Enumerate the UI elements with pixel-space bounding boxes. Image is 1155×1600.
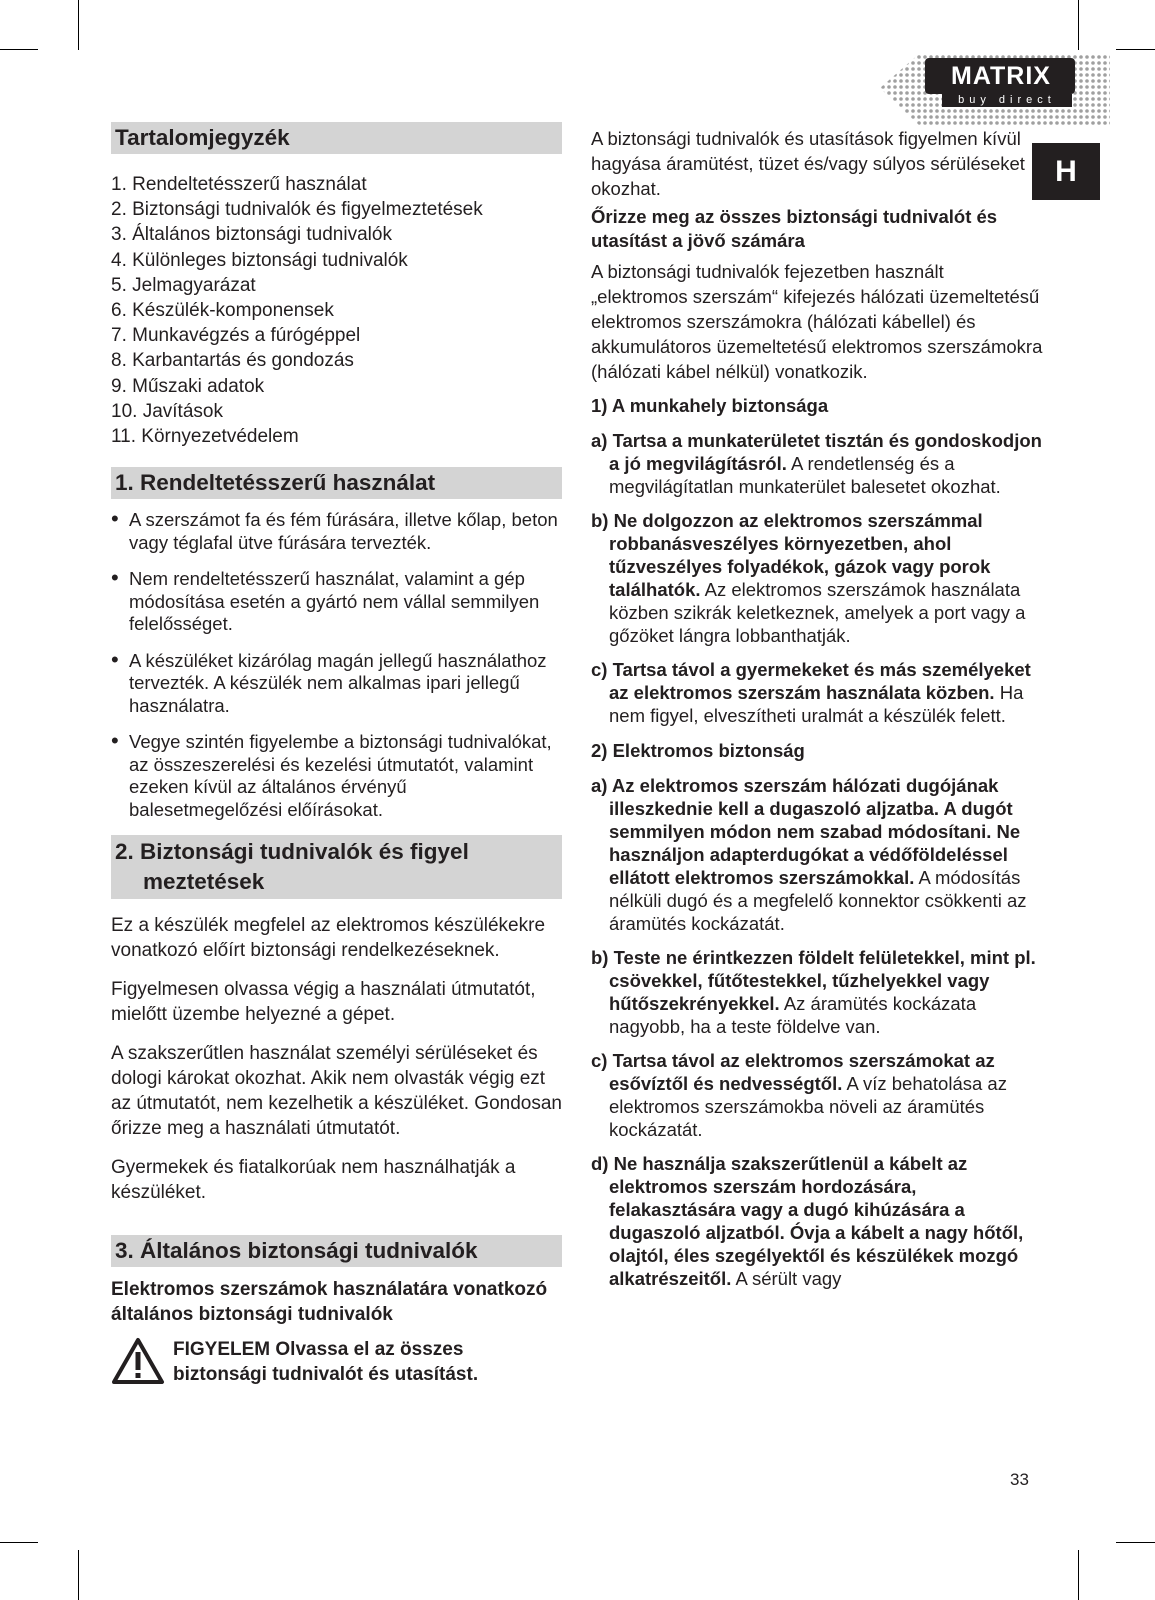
warning-triangle-icon: [111, 1337, 165, 1385]
bullet-item: • A szerszámot fa és fém fúrására, illetve kőlap, beton vagy téglafal ütve fúrására tervezték.: [111, 509, 562, 554]
safety-item: [591, 658, 1043, 727]
safety-item: [591, 429, 1043, 498]
item-bold: a) Az elektromos szerszám hálózati dugójának illeszkednie kell a dugaszoló aljzatba. A dugót semmilyen módon nem szabad módosítani. Ne használjon adapterdugókat a védőföldeléssel ellátott elektromos szerszámokkal.: [591, 775, 1021, 888]
paragraph: Figyelmesen olvassa végig a használati útmutatót, mielőtt üzembe helyezné a gépet.: [111, 979, 536, 1026]
safety-item: [591, 774, 1043, 935]
paragraph: A szakszerűtlen használat személyi sérüléseket és dologi károkat okozhat. Akik nem olvasták végig ezt az útmutatót, nem kezelhetik a készüléket. Gondosan őrizze meg a használati útmutatót.: [111, 1043, 562, 1140]
item-text: A rendetlenség és a megvilágítatlan munkaterület balesetet okozhat.: [609, 453, 1001, 497]
item-bold: d) Ne használja szakszerűtlenül a kábelt az elektromos szerszám hordozására, felakasztására vagy a dugó kihúzására a dugaszoló aljzatból. Óvja a kábelt a nagy hőtől, olajtól, éles szegélyektől és készülékek mozgó alkatrészeitől.: [591, 1153, 1024, 1289]
toc-item: 5. Jelmagyarázat: [111, 274, 256, 296]
toc-item: 3. Általános biztonsági tudnivalók: [111, 224, 392, 246]
crop-mark: [0, 49, 38, 50]
language-tab: H: [1032, 143, 1100, 200]
section-1-title: 1. Rendeltetésszerű használat: [111, 467, 562, 499]
toc-item: 11. Környezetvédelem: [111, 426, 299, 448]
crop-mark: [78, 1550, 79, 1600]
toc-item: 2. Biztonsági tudnivalók és figyelmeztetések: [111, 199, 483, 221]
bullet-item: • Nem rendeltetésszerű használat, valamint a gép módosítása esetén a gyártó nem vállal semmilyen felelősséget.: [111, 568, 562, 636]
logo-brand: MATRIX: [951, 62, 1051, 90]
warning-text: FIGYELEM Olvassa el az összes biztonsági tudnivalót és utasítást.: [173, 1339, 479, 1386]
page-number: 33: [1010, 1470, 1029, 1489]
item-text: A módosítás nélküli dugó és a megfelelő konnektor csökkenti az áramütés kockázatát.: [609, 867, 1027, 934]
item-bold: a) Tartsa a munkaterületet tisztán és gondoskodjon a jó megvilágításról.: [591, 430, 1042, 474]
toc-item: 9. Műszaki adatok: [111, 375, 265, 397]
item-text: A víz behatolása az elektromos szerszámokba növeli az áramütés kockázatát.: [609, 1073, 1007, 1140]
bullet-item: • A készüléket kizárólag magán jellegű használathoz tervezték. A készülék nem alkalmas ipari jellegű használatra.: [111, 650, 562, 718]
section-3-subtitle: Elektromos szerszámok használatára vonatkozó általános biztonsági tudnivalók: [111, 1279, 548, 1326]
toc-item: 4. Különleges biztonsági tudnivalók: [111, 249, 408, 271]
item-text: Az áramütés kockázata nagyobb, ha a teste földelve van.: [609, 993, 977, 1037]
safety-item: [591, 1152, 1043, 1290]
crop-mark: [1116, 49, 1155, 50]
section-1-bullets: [111, 509, 562, 821]
crop-mark: [0, 1542, 38, 1543]
item-text: A sérült vagy: [731, 1268, 842, 1289]
toc-item: 10. Javítások: [111, 400, 223, 422]
toc-title: Tartalomjegyzék: [111, 122, 562, 154]
paragraph: Ez a készülék megfelel az elektromos készülékekre vonatkozó előírt biztonsági rendelkezéseknek.: [111, 915, 546, 962]
toc-item: 8. Karbantartás és gondozás: [111, 350, 354, 372]
heading-electrical-safety: 2) Elektromos biztonság: [591, 740, 805, 761]
crop-mark: [1116, 1542, 1155, 1543]
item-bold: b) Teste ne érintkezzen földelt felületekkel, mint pl. csövekkel, fűtőtestekkel, tűzhelyekkel vagy hűtőszekrényekkel.: [591, 947, 1036, 1014]
item-text: Az elektromos szerszámok használata közben szikrák keletkeznek, amelyek a port vagy a gőzöket lángra lobbanthatják.: [609, 579, 1026, 646]
section-3-title: 3. Általános biztonsági tudnivalók: [111, 1235, 562, 1267]
item-bold: c) Tartsa távol az elektromos szerszámokat az esővíztől és nedvességtől.: [591, 1050, 995, 1094]
crop-mark: [1078, 0, 1079, 50]
right-column: [591, 126, 1043, 1290]
warning-box: [111, 1337, 562, 1387]
section-2-title: [111, 835, 562, 899]
item-bold: b) Ne dolgozzon az elektromos szerszámmal robbanásveszélyes környezetben, ahol tűzveszélyes folyadékok, gázok vagy porok találhatók.: [591, 510, 991, 600]
definition-paragraph: A biztonsági tudnivalók fejezetben használt „elektromos szerszám“ kifejezés hálózati üzemeltetésű elektromos szerszámokra (hálózati kábellel) és akkumulátoros üzemeltetésű elektromos szerszámokra (hálózati kábel nélkül) vonatkozik.: [591, 261, 1043, 382]
toc-item: 6. Készülék-komponensek: [111, 300, 334, 322]
crop-mark: [1078, 1550, 1079, 1600]
paragraph: Gyermekek és fiatalkorúak nem használhatják a készüléket.: [111, 1157, 516, 1204]
section-2-title-line1: 2. Biztonsági tudnivalók és figyel: [115, 839, 469, 865]
bullet-item: • Vegye szintén figyelembe a biztonsági tudnivalókat, az összeszerelési és kezelési útmutatót, valamint ezeken kívül az általános érvényű balesetmegelőzési előírásokat.: [111, 731, 562, 821]
section-2-title-line2: meztetések: [143, 869, 265, 895]
toc-list: [111, 172, 562, 449]
toc-item: 7. Munkavégzés a fúrógéppel: [111, 325, 361, 347]
safety-item: [591, 509, 1043, 647]
heading-workplace-safety: 1) A munkahely biztonsága: [591, 395, 829, 416]
keep-instructions: Őrizze meg az összes biztonsági tudnivalót és utasítást a jövő számára: [591, 206, 998, 251]
toc-item: 1. Rendeltetésszerű használat: [111, 174, 367, 195]
item-text: Ha nem figyel, elveszítheti uralmát a készülék felett.: [609, 682, 1024, 726]
intro-paragraph: A biztonsági tudnivalók és utasítások figyelmen kívül hagyása áramütést, tüzet és/vagy súlyos sérüléseket okozhat.: [591, 128, 1025, 199]
matrix-logo: [880, 48, 1120, 126]
left-column: [111, 122, 562, 1387]
logo-tagline: buy direct: [942, 94, 1072, 107]
item-bold: c) Tartsa távol a gyermekeket és más személyeket az elektromos szerszám használata közben.: [591, 659, 1031, 703]
crop-mark: [78, 0, 79, 50]
safety-item: [591, 946, 1043, 1038]
safety-item: [591, 1049, 1043, 1141]
